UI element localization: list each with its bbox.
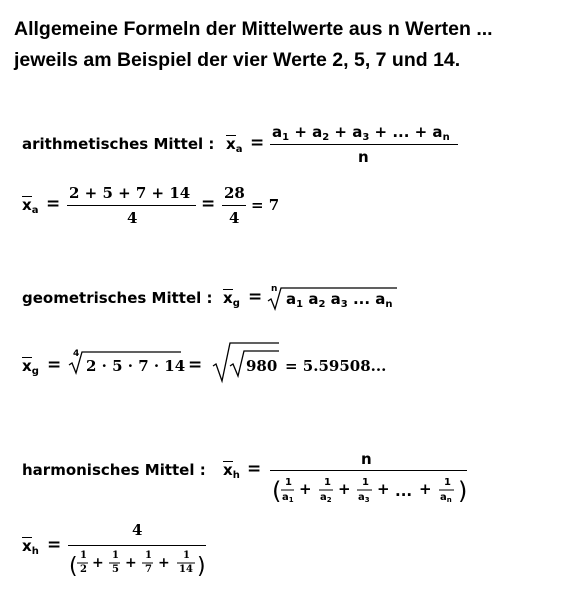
harmonic-example-term-4-den: 14 xyxy=(179,564,193,575)
svg-text:+: + xyxy=(299,480,312,498)
harmonic-example-term-2-den: 5 xyxy=(112,564,119,575)
harmonic-example-term-1-den: 2 xyxy=(80,564,87,575)
harmonic-term-2-num: 1 xyxy=(324,477,331,488)
heading-line-1: Allgemeine Formeln der Mittelwerte aus n Werten ... xyxy=(14,18,493,40)
equals-sign: = xyxy=(247,459,262,479)
geometric-example-radicand: 2 · 5 · 7 · 14 xyxy=(86,357,186,375)
harmonic-example-term-2-num: 1 xyxy=(112,550,119,561)
geometric-root-index: n xyxy=(271,284,278,294)
geometric-mean-label: geometrisches Mittel : xyxy=(22,289,213,307)
harmonic-example-term-3-den: 7 xyxy=(145,564,152,575)
svg-text:+: + xyxy=(419,480,432,498)
harmonic-example-term-3-num: 1 xyxy=(145,550,152,561)
svg-text:+: + xyxy=(125,555,137,571)
arithmetic-formula-denominator: n xyxy=(358,148,369,166)
equals-sign: = xyxy=(248,287,263,307)
harmonic-term-2-den: $a_2$ xyxy=(320,492,332,504)
arithmetic-example-mid-denominator: 4 xyxy=(229,209,240,227)
svg-text:): ) xyxy=(197,554,206,579)
harmonic-symbol: $x_h$ xyxy=(223,461,240,481)
arithmetic-symbol: $x_a$ xyxy=(226,135,243,155)
harmonic-term-3-num: 1 xyxy=(362,477,369,488)
geometric-example-result: = 5.59508... xyxy=(285,357,387,375)
arithmetic-example-denominator: 4 xyxy=(127,209,138,227)
arithmetic-formula-numerator: $a_1 + a_2 + a_3$ + ... + $a_n$ xyxy=(272,123,450,143)
equals-sign: = xyxy=(46,194,61,214)
harmonic-example-symbol: $x_h$ xyxy=(22,537,39,557)
harmonic-term-n-num: 1 xyxy=(444,477,451,488)
harmonic-formula-numerator: n xyxy=(361,450,372,468)
arithmetic-mean-label: arithmetisches Mittel : xyxy=(22,135,215,153)
geometric-radicand: $a_1$ $a_2$ $a_3$ ... $a_n$ xyxy=(286,290,393,310)
arithmetic-example-result: = 7 xyxy=(251,196,280,214)
geometric-example-symbol: $x_g$ xyxy=(22,357,39,377)
equals-sign: = xyxy=(47,355,62,375)
harmonic-ellipsis: ... xyxy=(395,482,413,500)
equals-sign: = xyxy=(47,535,62,555)
svg-text:+: + xyxy=(338,480,351,498)
svg-text:): ) xyxy=(458,477,468,505)
svg-text:(: ( xyxy=(69,554,78,579)
harmonic-term-1-den: $a_1$ xyxy=(282,492,294,504)
geometric-example-inner-radicand: 980 xyxy=(246,357,278,375)
harmonic-example-term-4-num: 1 xyxy=(183,550,190,561)
harmonic-example-term-1-num: 1 xyxy=(80,550,87,561)
arithmetic-example-mid-numerator: 28 xyxy=(224,184,245,202)
harmonic-term-n-den: $a_n$ xyxy=(440,492,452,504)
harmonic-term-1-num: 1 xyxy=(285,477,292,488)
equals-sign: = xyxy=(188,355,203,375)
geometric-example-index: 4 xyxy=(73,349,80,359)
heading-line-2: jeweils am Beispiel der vier Werte 2, 5, 7 und 14. xyxy=(14,49,461,71)
equals-sign: = xyxy=(250,133,265,153)
arithmetic-example-numerator: 2 + 5 + 7 + 14 xyxy=(69,184,191,202)
harmonic-example-numerator: 4 xyxy=(132,521,143,539)
harmonic-mean-label: harmonisches Mittel : xyxy=(22,461,206,479)
svg-text:+: + xyxy=(158,555,170,571)
arithmetic-example-symbol: $x_a$ xyxy=(22,196,39,216)
svg-text:+: + xyxy=(377,480,390,498)
svg-text:+: + xyxy=(92,555,104,571)
harmonic-term-3-den: $a_3$ xyxy=(358,492,370,504)
svg-text:(: ( xyxy=(272,477,282,505)
equals-sign: = xyxy=(201,194,216,214)
geometric-symbol: $x_g$ xyxy=(223,289,240,309)
